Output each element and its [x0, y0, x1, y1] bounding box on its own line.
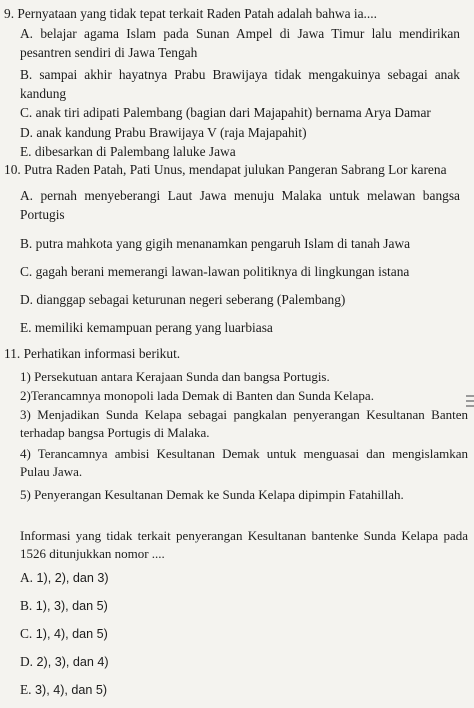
option-label: A. [20, 570, 34, 585]
page-edge-marker [466, 392, 474, 412]
question-10-option-a: A. pernah menyeberangi Laut Jawa menuju Malaka untuk melawan bangsa Portugis [20, 188, 460, 222]
option-label: B. [20, 598, 33, 613]
option-label: D. [20, 654, 34, 669]
option-text: 1), 2), dan 3) [33, 571, 109, 585]
question-9-option-a: A. belajar agama Islam pada Sunan Ampel di Jawa Timur lalu mendirikan pesantren sendiri di Jawa Tengah [20, 26, 460, 60]
question-10-option-b: B. putra mahkota yang gigih menanamkan pengaruh Islam di tanah Jawa [20, 236, 411, 251]
question-11-prompt: Informasi yang tidak terkait penyerangan Kesultanan bantenke Sunda Kelapa pada 1526 ditunjukkan nomor .... [20, 528, 468, 561]
question-10-option-c: C. gagah berani memerangi lawan-lawan politiknya di lingkungan istana [20, 264, 410, 279]
question-11-item-5: 5) Penyerangan Kesultanan Demak ke Sunda Kelapa dipimpin Fatahillah. [20, 487, 404, 502]
question-11-option-c [20, 626, 108, 642]
option-text: 1), 4), dan 5) [32, 627, 108, 641]
question-11-stem: 11. Perhatikan informasi berikut. [4, 346, 181, 361]
question-10-option-e: E. memiliki kemampuan perang yang luarbiasa [20, 320, 273, 335]
option-text: 2), 3), dan 4) [33, 655, 109, 669]
question-11-option-e [20, 682, 107, 698]
question-10-stem: 10. Putra Raden Patah, Pati Unus, mendapat julukan Pangeran Sabrang Lor karena [4, 162, 447, 177]
question-10-option-d: D. dianggap sebagai keturunan negeri seberang (Palembang) [20, 292, 346, 307]
question-9-option-c: C. anak tiri adipati Palembang (bagian dari Majapahit) bernama Arya Damar [20, 105, 431, 120]
option-text: 3), 4), dan 5) [31, 683, 108, 697]
question-9-option-e: E. dibesarkan di Palembang laluke Jawa [20, 144, 236, 159]
question-11-item-2: 2)Terancamnya monopoli lada Demak di Banten dan Sunda Kelapa. [20, 388, 374, 403]
question-11-item-3: 3) Menjadikan Sunda Kelapa sebagai pangkalan penyerangan Kesultanan Banten terhadap bangsa Portugis di Malaka. [20, 407, 468, 440]
question-11-option-b [20, 598, 108, 614]
question-9-option-b: B. sampai akhir hayatnya Prabu Brawijaya tidak mengakuinya sebagai anak kandung [20, 67, 460, 101]
option-label: C. [20, 626, 33, 641]
question-11-option-d [20, 654, 109, 670]
option-text: 1), 3), dan 5) [32, 599, 108, 613]
question-9-option-d: D. anak kandung Prabu Brawijaya V (raja Majapahit) [20, 125, 307, 140]
question-11-item-4: 4) Terancamnya ambisi Kesultanan Demak untuk menguasai dan mengislamkan Pulau Jawa. [20, 446, 468, 479]
question-9-stem: 9. Pernyataan yang tidak tepat terkait Raden Patah adalah bahwa ia.... [4, 6, 377, 21]
option-label: E. [20, 682, 32, 697]
question-11-option-a [20, 570, 109, 586]
question-11-item-1: 1) Persekutuan antara Kerajaan Sunda dan bangsa Portugis. [20, 369, 330, 384]
